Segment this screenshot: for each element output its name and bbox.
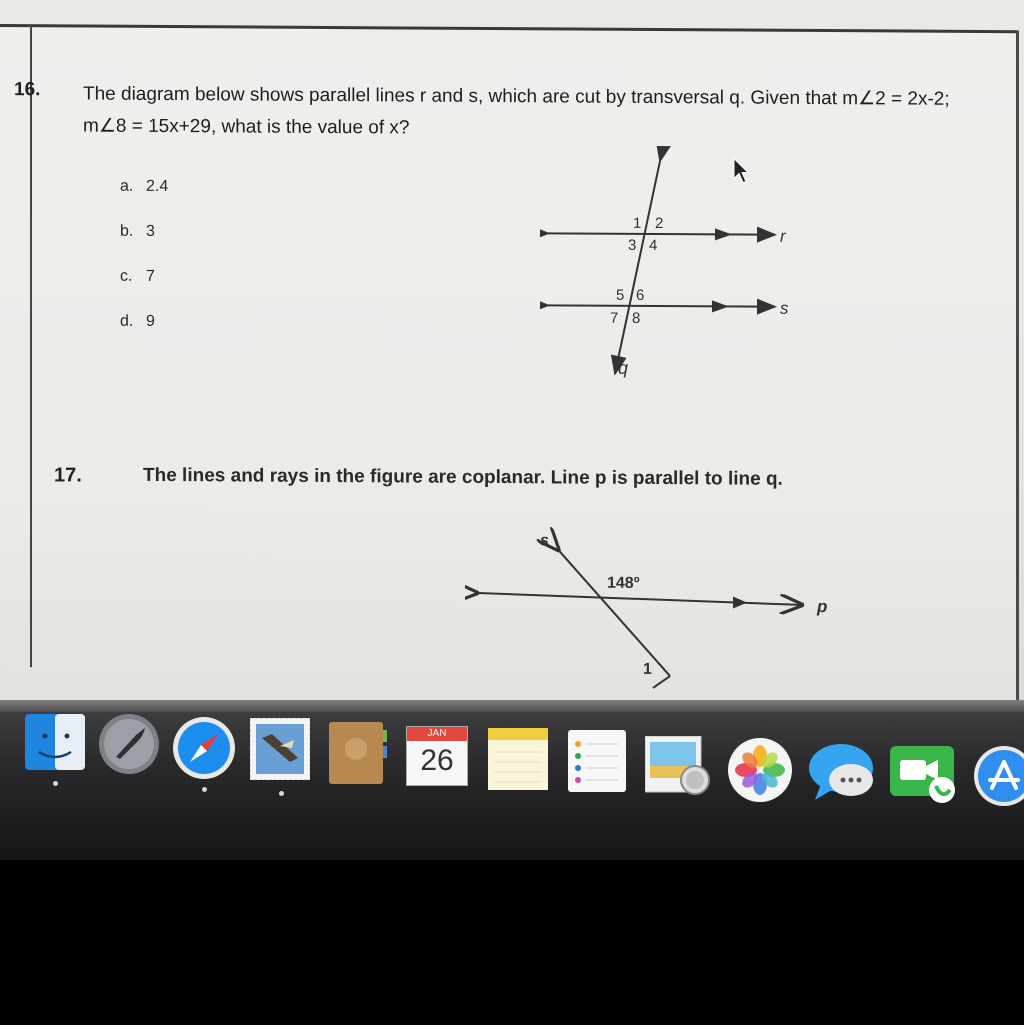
choice-b-letter: b. bbox=[120, 222, 134, 240]
label-q: q bbox=[618, 357, 629, 378]
choice-c-value: 7 bbox=[146, 267, 155, 285]
label-s: s bbox=[780, 298, 789, 318]
reminders-icon[interactable] bbox=[568, 730, 626, 792]
label-p: p bbox=[817, 596, 828, 617]
calendar-month: JAN bbox=[407, 727, 467, 741]
question-17-number: 17. bbox=[54, 464, 82, 487]
mail-running-dot bbox=[279, 791, 284, 796]
page-left-border bbox=[30, 27, 32, 667]
label-s-17: s bbox=[540, 532, 549, 550]
angle-diagram-17 bbox=[465, 525, 855, 697]
messages-icon[interactable] bbox=[807, 742, 877, 802]
finder-running-dot bbox=[53, 781, 58, 786]
arrow-r bbox=[715, 228, 732, 240]
angle-2: 2 bbox=[655, 215, 664, 233]
worksheet-page bbox=[0, 24, 1019, 700]
line-r bbox=[548, 233, 775, 234]
choice-d-value: 9 bbox=[146, 312, 155, 330]
question-16-number: 16. bbox=[14, 79, 41, 101]
choice-d-letter: d. bbox=[120, 312, 134, 330]
angle-1-label: 1 bbox=[643, 660, 652, 678]
mouse-cursor-icon bbox=[730, 156, 750, 186]
launchpad-icon[interactable] bbox=[98, 713, 160, 775]
safari-icon[interactable] bbox=[172, 716, 236, 780]
preview-icon[interactable] bbox=[645, 736, 715, 798]
label-r: r bbox=[780, 226, 786, 246]
facetime-icon[interactable] bbox=[890, 746, 960, 804]
photos-icon[interactable] bbox=[727, 738, 793, 802]
calendar-icon[interactable] bbox=[406, 726, 468, 786]
angle-8: 8 bbox=[632, 309, 641, 327]
notes-icon[interactable] bbox=[488, 728, 548, 790]
app-store-icon[interactable] bbox=[972, 744, 1024, 806]
arrow-p bbox=[733, 596, 747, 608]
mail-stamp-icon[interactable] bbox=[250, 718, 310, 780]
choice-c bbox=[120, 268, 155, 286]
choice-c-letter: c. bbox=[120, 267, 133, 285]
contacts-book-icon[interactable] bbox=[329, 722, 387, 784]
choice-a bbox=[120, 178, 168, 196]
line-s bbox=[548, 305, 775, 306]
finder-icon[interactable] bbox=[25, 714, 85, 770]
choice-d bbox=[120, 313, 155, 331]
calendar-day: 26 bbox=[420, 744, 454, 777]
angle-6: 6 bbox=[636, 286, 645, 304]
angle-148-label: 148º bbox=[607, 574, 640, 592]
question-16-text-line1: The diagram below shows parallel lines r and s, which are cut by transversal q. Given that m∠2 = 2x-2; bbox=[83, 83, 950, 110]
arrow-s bbox=[712, 300, 729, 312]
angle-5: 5 bbox=[616, 286, 625, 304]
line-s-17 bbox=[557, 548, 670, 676]
choice-b-value: 3 bbox=[146, 222, 155, 240]
question-16-text-line2: m∠8 = 15x+29, what is the value of x? bbox=[83, 115, 410, 139]
choice-a-letter: a. bbox=[120, 177, 134, 195]
dock-shelf bbox=[0, 700, 1024, 712]
choice-b bbox=[120, 223, 155, 241]
ray-segment bbox=[653, 676, 670, 688]
angle-3: 3 bbox=[628, 236, 637, 254]
transversal-q bbox=[615, 161, 660, 374]
line-p bbox=[475, 593, 800, 605]
angle-4: 4 bbox=[649, 236, 658, 255]
safari-running-dot bbox=[202, 787, 207, 792]
parallel-lines-diagram bbox=[540, 145, 800, 387]
choice-a-value: 2.4 bbox=[146, 177, 169, 196]
angle-1: 1 bbox=[633, 214, 642, 232]
angle-7: 7 bbox=[610, 309, 619, 327]
question-17-text: The lines and rays in the figure are coplanar. Line p is parallel to line q. bbox=[143, 464, 783, 490]
